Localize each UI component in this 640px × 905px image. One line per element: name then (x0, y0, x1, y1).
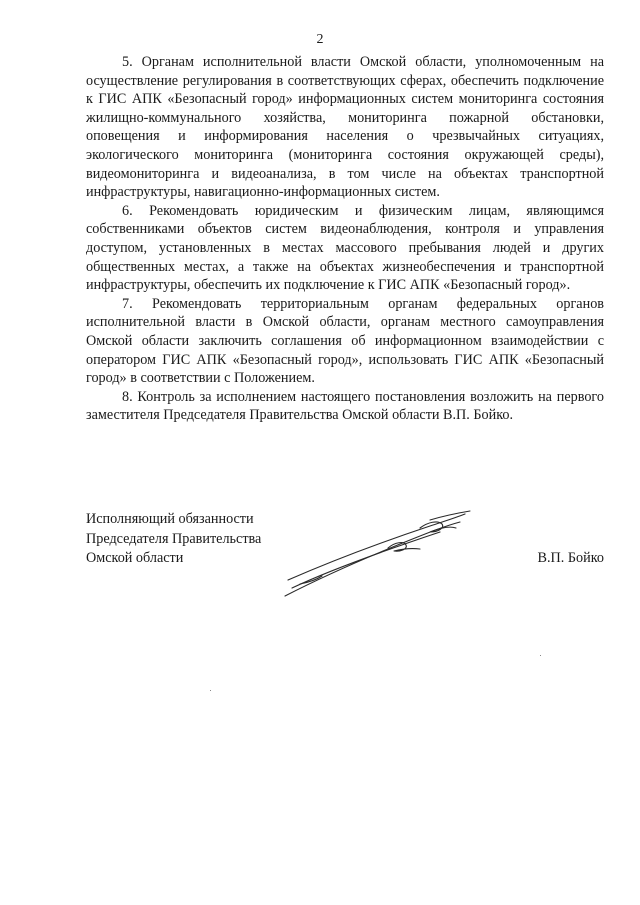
paragraph-8: 8. Контроль за исполнением настоящего постановления возложить на первого заместителя Председателя Правительства Омской области В.П. Бойко. (86, 388, 604, 424)
handwritten-signature (280, 508, 480, 603)
paragraph-6: 6. Рекомендовать юридическим и физическим лицам, являющимся собственниками объектов систем видеонаблюдения, контроля и управления доступом, установленных в местах массового пребывания людей и других общественных местах, а также на объектах жизнеобеспечения и транспортной инфраструктуры, обеспечить их подключение к ГИС АПК «Безопасный город». (86, 202, 604, 294)
signatory-title (86, 510, 261, 569)
scan-speck (210, 690, 211, 691)
page-number: 2 (316, 32, 324, 47)
signatory-title-line: Исполняющий обязанности (86, 511, 254, 527)
paragraph-5: 5. Органам исполнительной власти Омской области, уполномоченным на осуществление регулирования в соответствующих сферах, обеспечить подключение к ГИС АПК «Безопасный город» информационных систем мониторинга состояния жилищно-коммунального хозяйства, мониторинга пожарной обстановки, оповещения и информирования населения о чрезвычайных ситуациях, экологического мониторинга (мониторинга состояния окружающей среды), видеомониторинга и видеоанализа, в том числе на объектах транспортной инфраструктуры, навигационно-информационных систем. (86, 54, 604, 201)
signatory-title-line: Председателя Правительства (86, 530, 262, 547)
signatory-title-line: Омской области (86, 550, 184, 566)
paragraph-7: 7. Рекомендовать территориальным органам федеральных органов исполнительной власти в Омской области, органам местного самоуправления Омской области заключить соглашения об информационном взаимодействии с оператором ГИС АПК «Безопасный город», использовать ГИС АПК «Безопасный город» в соответствии с Положением. (86, 295, 604, 387)
document-body (86, 53, 604, 425)
signatory-name: В.П. Бойко (537, 550, 604, 566)
scan-speck (540, 655, 541, 656)
